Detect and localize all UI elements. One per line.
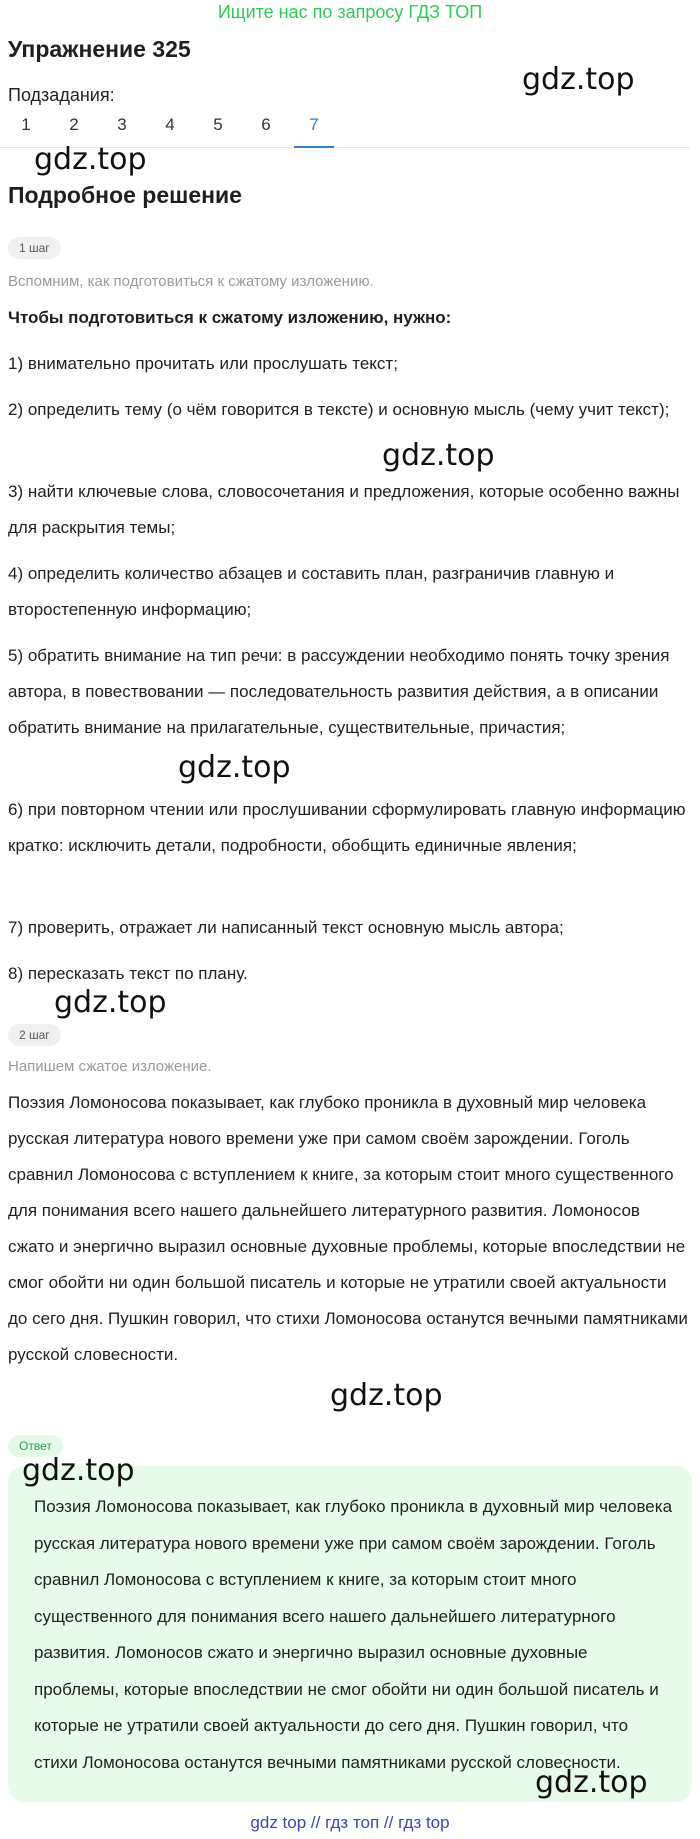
step-1-item-3: 3) найти ключевые слова, словосочетания и предложения, которые особенно важны для раскрытия темы; — [8, 482, 680, 537]
step-1-item-2: 2) определить тему (о чём говорится в тексте) и основную мысль (чему учит текст); — [8, 400, 670, 419]
subtask-tab-2[interactable]: 2 — [69, 115, 79, 134]
subtask-tab-7[interactable]: 7 — [294, 115, 334, 148]
watermark: gdz.top — [54, 985, 167, 1020]
watermark: gdz.top — [34, 142, 147, 177]
step-1-badge: 1 шаг — [8, 237, 61, 259]
step-1-hint: Вспомним, как подготовиться к сжатому изложению. — [8, 273, 374, 290]
subtask-tab-4[interactable]: 4 — [165, 115, 175, 134]
answer-text: Поэзия Ломоносова показывает, как глубоко проникла в духовный мир человека русская литература нового времени уже при самом своём зарождении. Гоголь сравнил Ломоносова с вступлением к книге, за которым стоит много существенного для понимания всего нашего дальнейшего литературного развития. Ломоносов сжато и энергично выразил основные духовные проблемы, которые впоследствии не смог обойти ни один большой писатель и которые не утратили своей актуальности до сего дня. Пушкин говорил, что стихи Ломоносова останутся вечными памятниками русской словесности. — [34, 1497, 673, 1772]
step-1-item-1: 1) внимательно прочитать или прослушать текст; — [8, 354, 398, 373]
footer-links: gdz top // гдз топ // гдз top — [250, 1813, 450, 1832]
step-1-item-6: 6) при повторном чтении или прослушивании сформулировать главную информацию кратко: исключить детали, подробности, обобщить единичные явления; — [8, 800, 686, 855]
step-1-item-4: 4) определить количество абзацев и составить план, разграничив главную и второстепенную информацию; — [8, 564, 615, 619]
subtask-tab-1[interactable]: 1 — [21, 115, 31, 134]
step-1-heading: Чтобы подготовиться к сжатому изложению, нужно: — [8, 308, 452, 327]
subtask-tab-6[interactable]: 6 — [261, 115, 271, 134]
watermark: gdz.top — [22, 1453, 135, 1488]
watermark: gdz.top — [382, 438, 495, 473]
step-2-text: Поэзия Ломоносова показывает, как глубоко проникла в духовный мир человека русская литература нового времени уже при самом своём зарождении. Гоголь сравнил Ломоносова с вступлением к книге, за которым стоит много существенного для понимания всего нашего дальнейшего литературного развития. Ломоносов сжато и энергично выразил основные духовные проблемы, которые впоследствии не смог обойти ни один большой писатель и которые не утратили своей актуальности до сего дня. Пушкин говорил, что стихи Ломоносова останутся вечными памятниками русской словесности. — [8, 1093, 688, 1364]
search-banner: Ищите нас по запросу ГДЗ ТОП — [217, 2, 483, 22]
watermark: gdz.top — [535, 1765, 648, 1800]
step-1-item-8: 8) пересказать текст по плану. — [8, 964, 248, 983]
step-2-hint: Напишем сжатое изложение. — [8, 1058, 212, 1075]
step-1-item-5: 5) обратить внимание на тип речи: в рассуждении необходимо понять точку зрения автора, в повествовании — последовательность развития действия, а в описании обратить внимание на прилагательные, существительные, причастия; — [8, 646, 670, 737]
subtask-tab-5[interactable]: 5 — [213, 115, 223, 134]
subtasks-label: Подзадания: — [8, 85, 115, 105]
watermark: gdz.top — [330, 1378, 443, 1413]
watermark: gdz.top — [178, 750, 291, 785]
subtask-tab-3[interactable]: 3 — [117, 115, 127, 134]
step-2-badge: 2 шаг — [8, 1024, 61, 1046]
section-title: Подробное решение — [8, 182, 242, 208]
answer-badge: Ответ — [8, 1435, 63, 1457]
exercise-title: Упражнение 325 — [8, 36, 191, 62]
watermark: gdz.top — [522, 62, 635, 97]
step-1-item-7: 7) проверить, отражает ли написанный текст основную мысль автора; — [8, 918, 564, 937]
